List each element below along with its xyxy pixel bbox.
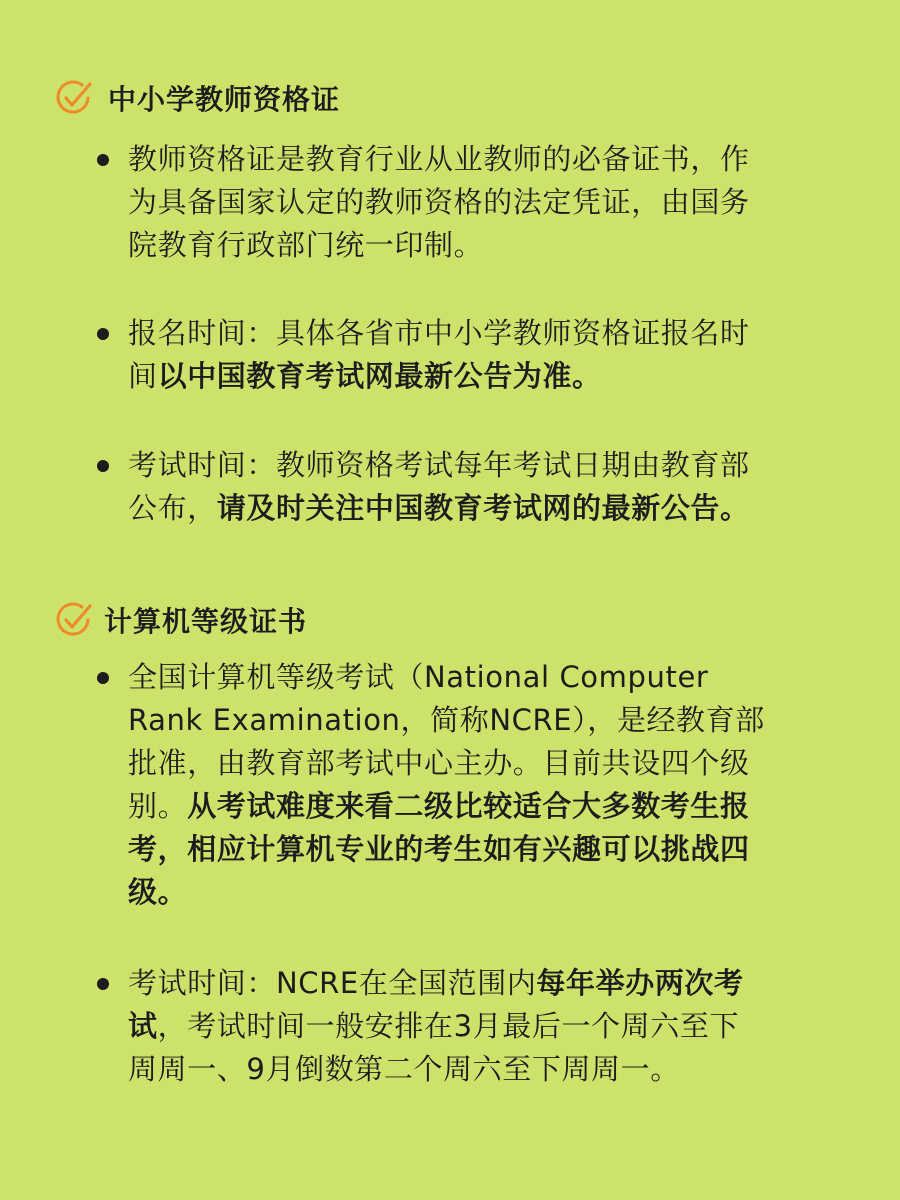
text-line: 报名时间：具体各省市中小学教师资格证报名时	[128, 316, 750, 350]
text-line: 考，相应计算机专业的考生如有兴趣可以挑战四	[128, 832, 750, 866]
item-text	[128, 962, 818, 1091]
item-text	[128, 312, 818, 398]
item-text	[128, 656, 818, 914]
checkmark-circle-icon	[52, 598, 96, 642]
item-text	[128, 138, 818, 267]
text-line: 批准，由教育部考试中心主办。目前共设四个级	[128, 746, 750, 780]
text-line: 级。	[128, 875, 188, 909]
text-line: 为具备国家认定的教师资格的法定凭证，由国务	[128, 185, 750, 219]
text-line: 院教育行政部门统一印制。	[128, 228, 484, 262]
bullet-dot	[97, 154, 109, 166]
text-line: 试，考试时间一般安排在3月最后一个周六至下	[128, 1009, 740, 1043]
text-line: 周周一、9月倒数第二个周六至下周周一。	[128, 1052, 680, 1086]
text-line: 间以中国教育考试网最新公告为准。	[128, 359, 602, 393]
bullet-dot	[97, 328, 109, 340]
text-line: 教师资格证是教育行业从业教师的必备证书，作	[128, 142, 750, 176]
text-line: 别。从考试难度来看二级比较适合大多数考生报	[128, 789, 750, 823]
section-title: 计算机等级证书	[104, 605, 308, 638]
bullet-dot	[97, 672, 109, 684]
item-text	[128, 444, 818, 530]
text-line: 公布，请及时关注中国教育考试网的最新公告。	[128, 491, 750, 525]
text-line: 考试时间：NCRE在全国范围内每年举办两次考	[128, 966, 744, 1000]
text-line: Rank Examination，简称NCRE），是经教育部	[128, 703, 765, 737]
section-computer-cert	[0, 598, 900, 642]
text-line: 全国计算机等级考试（National Computer	[128, 660, 709, 694]
section-title: 中小学教师资格证	[108, 83, 341, 116]
section-heading	[0, 598, 900, 642]
checkmark-circle-icon	[52, 76, 96, 120]
bullet-dot	[97, 460, 109, 472]
section-teacher-cert	[0, 76, 900, 120]
text-line: 考试时间：教师资格考试每年考试日期由教育部	[128, 448, 750, 482]
bullet-dot	[97, 978, 109, 990]
section-heading	[0, 76, 900, 120]
